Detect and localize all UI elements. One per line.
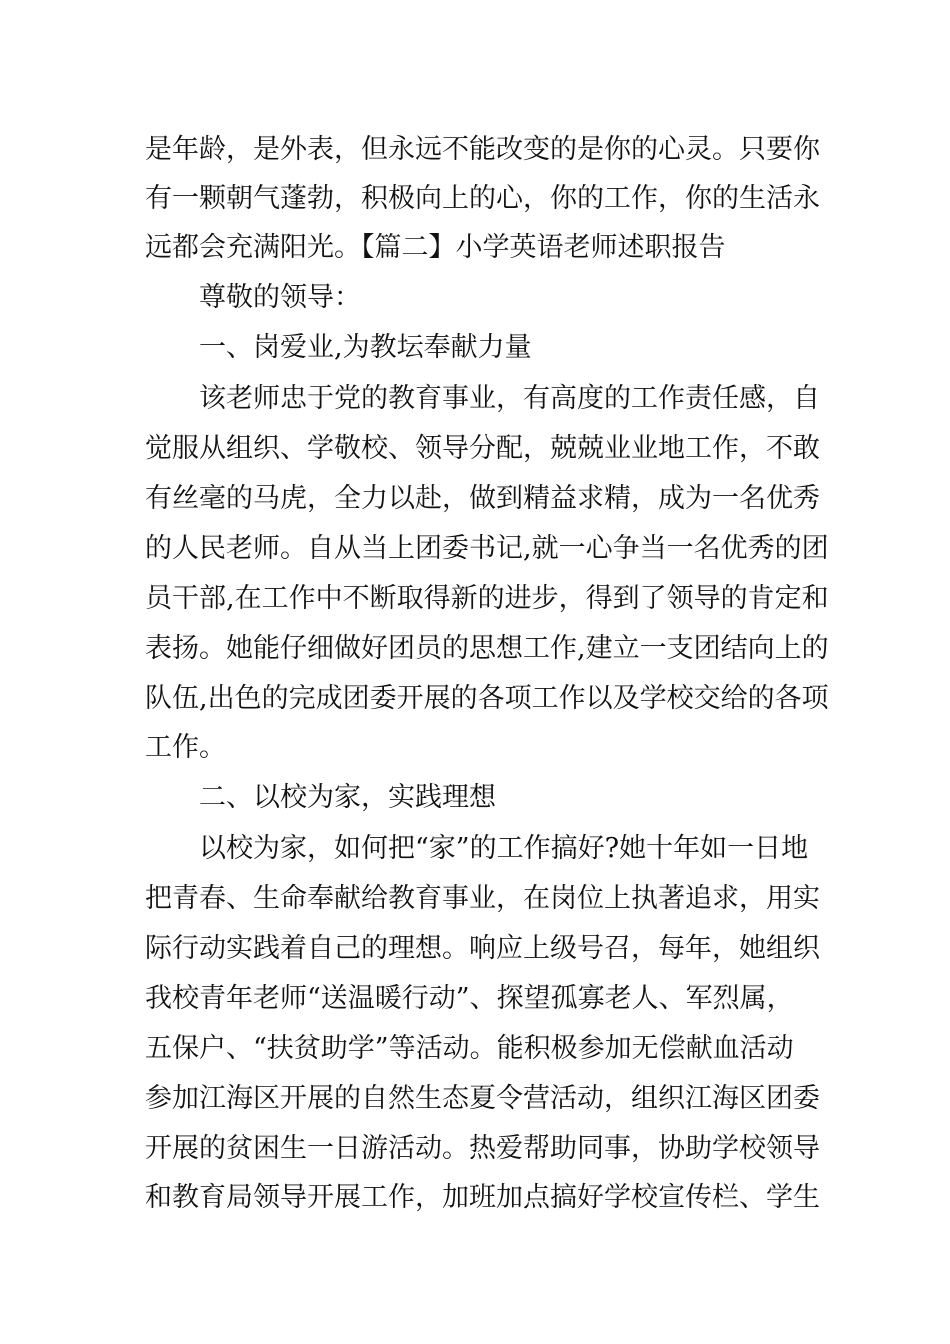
text-line: 觉服从组织、学敬校、领导分配，兢兢业业地工作，不敢 — [145, 433, 820, 464]
text-line: 该老师忠于党的教育事业，有高度的工作责任感，自 — [199, 383, 820, 414]
text-line: 有丝毫的马虎，全力以赴，做到精益求精，成为一名优秀 — [145, 483, 820, 514]
salutation: 尊敬的领导： — [199, 282, 361, 313]
text-line: 和教育局领导开展工作，加班加点搞好学校宣传栏、学生 — [145, 1182, 820, 1213]
section-heading: 一、岗爱业,为教坛奉献力量 — [199, 332, 532, 363]
text-line: 工作。 — [145, 732, 226, 763]
text-line: 表扬。她能仔细做好团员的思想工作,建立一支团结向上的 — [145, 633, 829, 664]
text-line: 参加江海区开展的自然生态夏令营活动，组织江海区团委 — [145, 1083, 820, 1114]
text-line: 五保户、“扶贫助学”等活动。能积极参加无偿献血活动 — [145, 1033, 794, 1064]
text-line: 开展的贫困生一日游活动。热爱帮助同事，协助学校领导 — [145, 1133, 820, 1164]
text-line: 队伍,出色的完成团委开展的各项工作以及学校交给的各项 — [145, 683, 829, 714]
text-line: 员干部,在工作中不断取得新的进步，得到了领导的肯定和 — [145, 583, 829, 614]
text-line: 把青春、生命奉献给教育事业，在岗位上执著追求，用实 — [145, 883, 820, 914]
text-line: 有一颗朝气蓬勃，积极向上的心，你的工作，你的生活永 — [145, 183, 820, 214]
section-heading: 二、以校为家，实践理想 — [199, 782, 496, 813]
text-line: 远都会充满阳光。【篇二】小学英语老师述职报告 — [145, 232, 726, 263]
text-line: 是年龄，是外表，但永远不能改变的是你的心灵。只要你 — [145, 134, 820, 165]
text-line: 的人民老师。自从当上团委书记,就一心争当一名优秀的团 — [145, 533, 829, 564]
text-line: 以校为家，如何把“家”的工作搞好?她十年如一日地 — [199, 833, 809, 864]
text-line: 我校青年老师“送温暖行动”、探望孤寡老人、军烈属， — [145, 983, 794, 1014]
text-line: 际行动实践着自己的理想。响应上级号召，每年，她组织 — [145, 933, 820, 964]
